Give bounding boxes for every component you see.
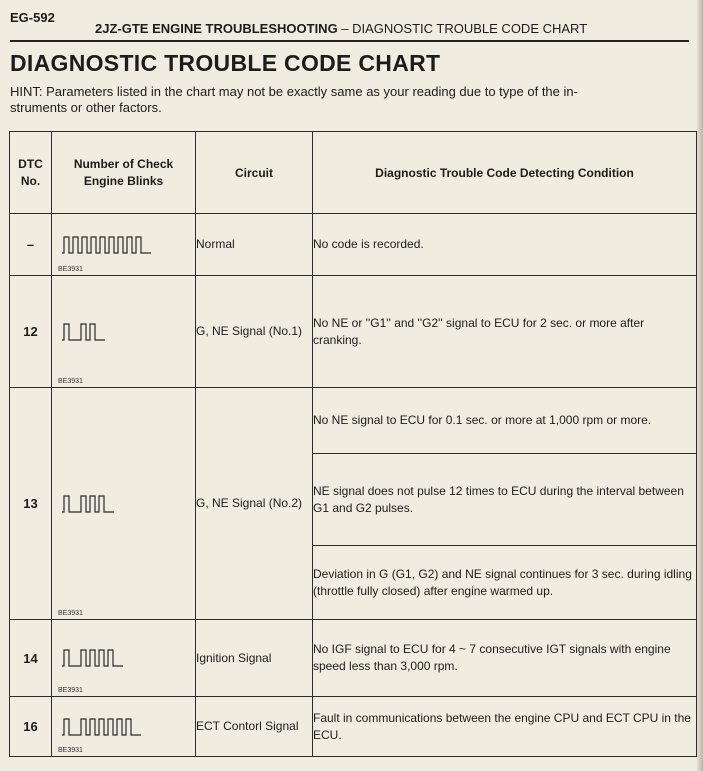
- header-dtc: [10, 132, 52, 214]
- figure-code: BE3931: [58, 610, 83, 617]
- dtc-code: 13: [10, 388, 52, 620]
- blink-pattern-cell: [52, 214, 196, 276]
- header-circuit: Circuit: [196, 132, 313, 214]
- header-blinks: [52, 132, 196, 214]
- blink-pattern-cell: [52, 388, 196, 620]
- header-blinks-line2: Engine Blinks: [83, 173, 164, 188]
- detecting-condition: NE signal does not pulse 12 times to ECU during the interval between G1 and G2 pulses.: [313, 454, 697, 546]
- dtc-table-body: [10, 214, 697, 757]
- table-row: [10, 276, 697, 388]
- detecting-condition: No IGF signal to ECU for 4 ~ 7 consecutive IGT signals with engine speed less than 3,000 rpm.: [313, 620, 697, 697]
- detecting-condition: No code is recorded.: [313, 214, 697, 276]
- circuit-name: ECT Contorl Signal: [196, 697, 313, 757]
- circuit-name: G, NE Signal (No.2): [196, 388, 313, 620]
- blink-waveform: [62, 321, 190, 343]
- page-number: EG-592: [10, 10, 55, 25]
- blink-waveform: [62, 716, 190, 738]
- table-row: [10, 620, 697, 697]
- figure-code: BE3931: [58, 747, 83, 754]
- table-row: [10, 214, 697, 276]
- dtc-table: [9, 131, 697, 757]
- circuit-name: Normal: [196, 214, 313, 276]
- dtc-code: 14: [10, 620, 52, 697]
- blink-pulse-train: [62, 324, 105, 340]
- blink-waveform: [62, 234, 190, 256]
- dtc-code: 16: [10, 697, 52, 757]
- detecting-condition: No NE signal to ECU for 0.1 sec. or more at 1,000 rpm or more.: [313, 388, 697, 454]
- table-row: [10, 697, 697, 757]
- blink-pattern-cell: [52, 697, 196, 757]
- header-title: [95, 21, 587, 36]
- header-section: 2JZ-GTE ENGINE TROUBLESHOOTING: [95, 21, 338, 36]
- blink-pulse-train: [62, 496, 114, 512]
- figure-code: BE3931: [58, 266, 83, 273]
- circuit-name: G, NE Signal (No.1): [196, 276, 313, 388]
- dtc-code: –: [10, 214, 52, 276]
- detecting-condition: Deviation in G (G1, G2) and NE signal continues for 3 sec. during idling (throttle fully closed) after engine warmed up.: [313, 546, 697, 620]
- blink-pulse-train: [62, 237, 151, 253]
- page-title: DIAGNOSTIC TROUBLE CODE CHART: [10, 50, 441, 76]
- hint-line-1: HINT: Parameters listed in the chart may not be exactly same as your reading due to type of the in-: [10, 84, 578, 99]
- dtc-code: 12: [10, 276, 52, 388]
- blink-pulse-train: [62, 650, 123, 666]
- blink-waveform: [62, 647, 190, 669]
- blink-waveform: [62, 493, 190, 515]
- blink-pulse-train: [62, 719, 141, 735]
- circuit-name: Ignition Signal: [196, 620, 313, 697]
- hint-paragraph: [10, 84, 698, 116]
- blink-pattern-cell: [52, 276, 196, 388]
- header-blinks-line1: Number of Check: [73, 156, 174, 171]
- figure-code: BE3931: [58, 687, 83, 694]
- hint-line-2: struments or other factors.: [10, 100, 162, 115]
- page-header: [10, 6, 689, 42]
- blink-pattern-cell: [52, 620, 196, 697]
- table-row: [10, 388, 697, 454]
- header-dtc-line1: DTC: [18, 156, 43, 171]
- header-condition: Diagnostic Trouble Code Detecting Condition: [313, 132, 697, 214]
- figure-code: BE3931: [58, 378, 83, 385]
- detecting-condition: No NE or ''G1'' and ''G2'' signal to ECU for 2 sec. or more after cranking.: [313, 276, 697, 388]
- header-subsection: – DIAGNOSTIC TROUBLE CODE CHART: [337, 21, 588, 36]
- detecting-condition: Fault in communications between the engine CPU and ECT CPU in the ECU.: [313, 697, 697, 757]
- header-dtc-line2: No.: [20, 173, 41, 188]
